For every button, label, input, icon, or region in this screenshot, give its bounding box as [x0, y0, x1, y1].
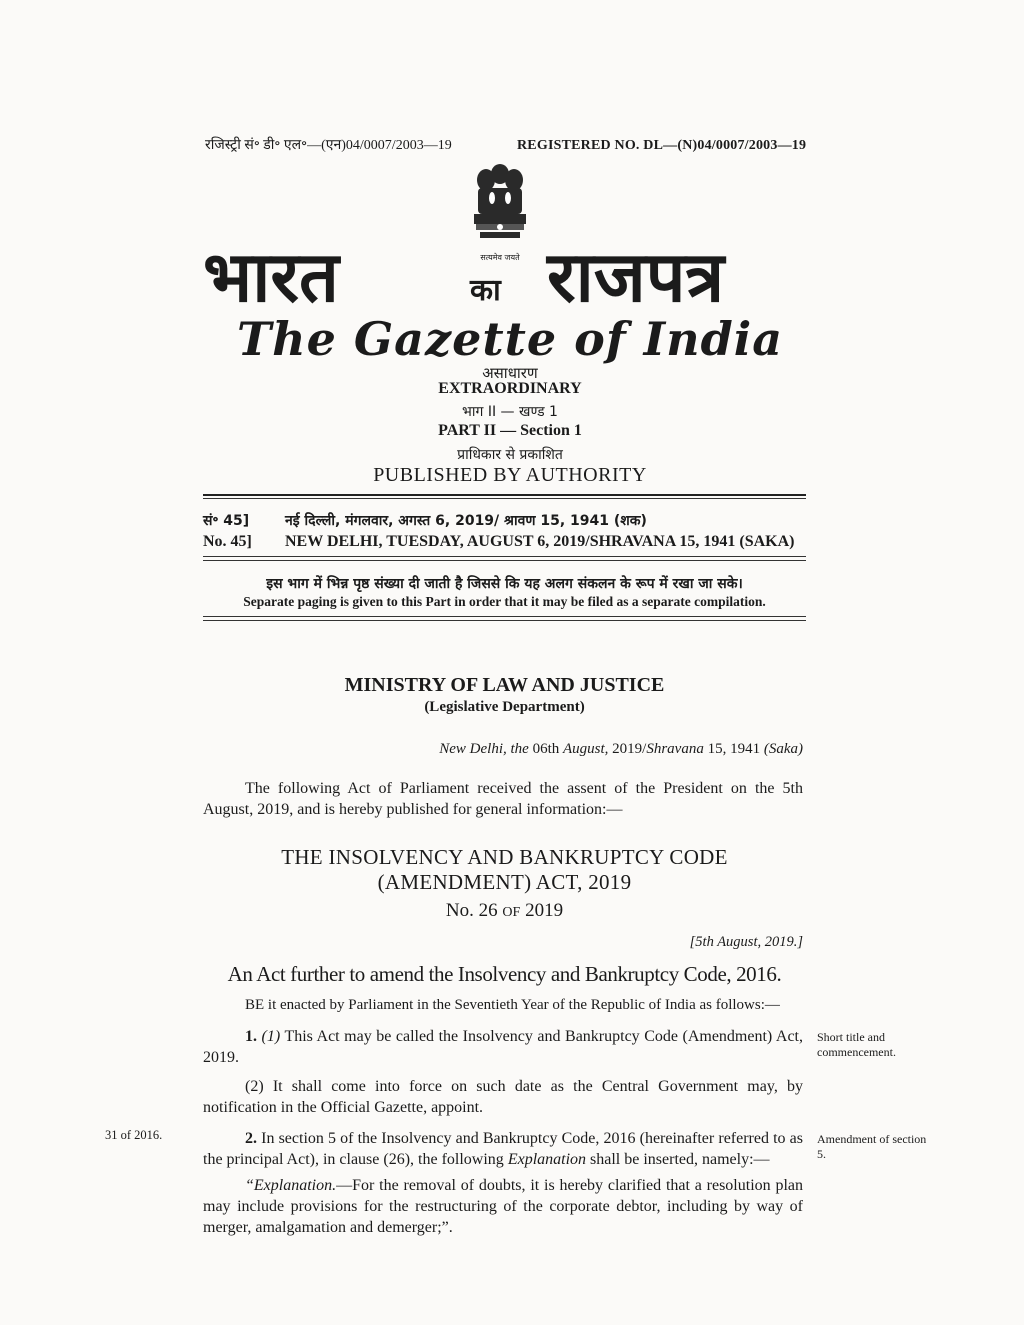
dateline: [300, 741, 803, 758]
issue-number-hindi: सं॰ 45]: [203, 513, 250, 529]
section-1-sub2-text: (2) It shall come into force on such date as the Central Government may, by notification in the Official Gazette, appoint.: [203, 1078, 803, 1116]
dateline-month: August,: [563, 741, 609, 757]
section-2-text-b: shall be inserted, namely:—: [590, 1151, 770, 1168]
intro-text: The following Act of Parliament received the assent of the President on the 5th August, 2019, and is hereby published for general information:—: [203, 780, 803, 818]
masthead-hindi-ka: का: [470, 273, 501, 308]
act-long-title: An Act further to amend the Insolvency and Bankruptcy Code, 2016.: [227, 962, 782, 986]
divider: [203, 620, 806, 621]
masthead-hindi-rajpatra: राजपत्र: [547, 236, 725, 318]
act-title-line2: (AMENDMENT) ACT, 2019: [377, 870, 632, 894]
part-label: PART II — Section 1: [438, 422, 582, 439]
registration-number-english: REGISTERED NO. DL—(N)04/0007/2003—19: [517, 138, 807, 153]
bhag-label: भाग II — खण्ड 1: [462, 404, 558, 420]
section-2-explanation-word: Explanation: [507, 1151, 587, 1168]
section-2-paragraph: [203, 1128, 803, 1170]
divider: [203, 616, 806, 617]
section-1-paragraph: [203, 1026, 803, 1068]
act-number-year: 2019: [525, 900, 564, 921]
national-emblem-icon: [462, 160, 538, 272]
section-2-text-a: In section 5 of the Insolvency and Bankruptcy Code, 2016 (hereinafter referred to as the principal Act), in clause (26), the following: [203, 1130, 803, 1168]
section-1-number: 1.: [245, 1028, 257, 1045]
explanation-text: —For the removal of doubts, it is hereby clarified that a resolution plan may include provisions for the restructuring of the corporate debtor, including by way of merger, amalgamation and demerger;”.: [203, 1177, 803, 1236]
asadharan-label: असाधारण: [482, 364, 538, 382]
dateline-rest: 15, 1941: [707, 741, 761, 757]
margin-note-amendment: Amendment of section 5.: [817, 1132, 927, 1161]
divider: [203, 498, 806, 499]
dateline-place: New Delhi, the: [439, 741, 529, 757]
section-1-subsection-2: [203, 1076, 803, 1118]
separate-paging-hindi: इस भाग में भिन्न पृष्ठ संख्या दी जाती है जिससे कि यह अलग संकलन के रूप में रखा जा सके।: [266, 576, 743, 592]
intro-paragraph: [203, 778, 803, 820]
act-number: [203, 900, 806, 922]
enacting-rest: it enacted by Parliament in the Seventieth Year of the Republic of India as follows:—: [267, 997, 780, 1013]
published-by-authority: PUBLISHED BY AUTHORITY: [373, 464, 647, 486]
masthead-english-title: The Gazette of India: [236, 312, 784, 366]
dateline-shravana: Shravana: [646, 741, 704, 757]
department-title: (Legislative Department): [424, 699, 585, 715]
act-number-of: OF: [502, 905, 521, 920]
pradhikar-label: प्राधिकार से प्रकाशित: [457, 447, 563, 463]
issue-date-english: NEW DELHI, TUESDAY, AUGUST 6, 2019/SHRAVANA 15, 1941 (SAKA): [285, 533, 795, 550]
enacting-clause: [203, 995, 803, 1016]
explanation-paragraph: [203, 1175, 803, 1238]
act-number-prefix: No. 26: [445, 900, 498, 921]
separate-paging-english: Separate paging is given to this Part in order that it may be filed as a separate compilation.: [243, 594, 766, 609]
registration-number-hindi: रजिस्ट्री सं॰ डी॰ एल॰—(एन)04/0007/2003—19: [205, 138, 452, 153]
margin-note-short-title: Short title and commencement.: [817, 1030, 896, 1059]
section-1-sub1: (1): [261, 1028, 281, 1045]
divider: [203, 556, 806, 557]
divider: [203, 494, 806, 496]
dateline-day: 06th: [532, 741, 560, 757]
margin-note-31-of-2016: 31 of 2016.: [105, 1128, 163, 1142]
section-2-number: 2.: [245, 1130, 257, 1147]
extraordinary-label: EXTRAORDINARY: [438, 380, 582, 397]
assent-date: [5th August, 2019.]: [689, 934, 803, 950]
emblem-motto: सत्यमेव जयते: [480, 253, 520, 262]
dateline-year: 2019/: [612, 741, 647, 757]
section-1-text: This Act may be called the Insolvency and Bankruptcy Code (Amendment) Act, 2019.: [203, 1028, 804, 1066]
explanation-label: “Explanation.: [245, 1177, 337, 1194]
masthead-hindi-bharat: भारत: [203, 236, 339, 318]
divider: [203, 560, 806, 561]
issue-number-english: No. 45]: [203, 533, 252, 550]
ministry-title: MINISTRY OF LAW AND JUSTICE: [344, 674, 665, 696]
act-title-line1: THE INSOLVENCY AND BANKRUPTCY CODE: [281, 845, 728, 869]
dateline-saka: (Saka): [763, 741, 803, 757]
issue-date-hindi: नई दिल्ली, मंगलवार, अगस्त 6, 2019/ श्रावण 15, 1941 (शक): [285, 513, 647, 529]
enacting-be: BE: [245, 997, 265, 1013]
